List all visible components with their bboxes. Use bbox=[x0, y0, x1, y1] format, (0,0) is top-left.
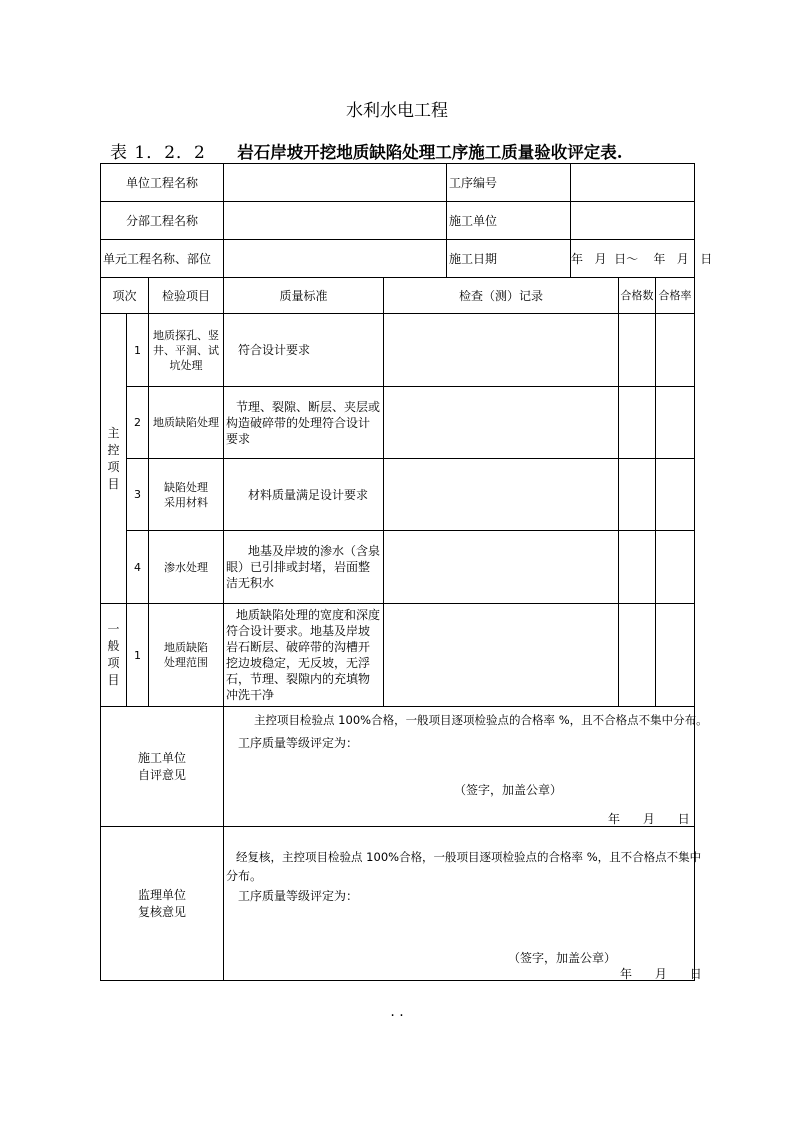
inspect-item-name: 缺陷处理采用材料 bbox=[149, 459, 224, 531]
date-label: 施工日期 bbox=[447, 240, 571, 278]
self-eval-label: 施工单位 自评意见 bbox=[101, 707, 224, 827]
quality-standard: 符合设计要求 bbox=[224, 314, 384, 387]
record-cell[interactable] bbox=[384, 314, 619, 387]
col-item-order: 项次 bbox=[101, 278, 149, 314]
record-cell[interactable] bbox=[384, 459, 619, 531]
element-row bbox=[101, 240, 695, 278]
supervisor-text: 经复核，主控项目检验点 100%合格，一般项目逐项检验点的合格率 %，且不合格点不集中 bbox=[236, 850, 702, 864]
element-field[interactable] bbox=[224, 240, 447, 278]
self-eval-text: 主控项目检验点 100%合格，一般项目逐项检验点的合格率 %，且不合格点不集中分布。 bbox=[254, 713, 708, 727]
item-number: 1 bbox=[127, 314, 149, 387]
page-footer: . . bbox=[390, 1004, 404, 1020]
table-row bbox=[101, 604, 695, 707]
form-number: 表 1．2．2 bbox=[110, 143, 206, 163]
unit-project-field[interactable] bbox=[224, 164, 447, 202]
contractor-label: 施工单位 bbox=[447, 202, 571, 240]
form-title bbox=[110, 138, 623, 163]
supervisor-row bbox=[101, 827, 695, 981]
main-control-label: 主 控 项 目 bbox=[101, 314, 127, 604]
self-eval-opinion[interactable] bbox=[224, 707, 708, 827]
col-pass-count: 合格数 bbox=[619, 278, 656, 314]
supervisor-text-cont: 分布。 bbox=[226, 869, 263, 883]
pass-count-cell[interactable] bbox=[619, 459, 656, 531]
pass-rate-cell[interactable] bbox=[656, 531, 695, 604]
quality-standard: 材料质量满足设计要求 bbox=[224, 459, 384, 531]
record-cell[interactable] bbox=[384, 604, 619, 707]
element-label: 单元工程名称、部位 bbox=[101, 240, 224, 278]
col-pass-rate: 合格率 bbox=[656, 278, 695, 314]
unit-project-label: 单位工程名称 bbox=[101, 164, 224, 202]
process-no-field[interactable] bbox=[571, 164, 695, 202]
page-header: 水利水电工程 bbox=[346, 101, 448, 121]
quality-standard: 地质缺陷处理的宽度和深度符合设计要求。地基及岸坡岩石断层、破碎带的沟槽开挖边坡稳定，无反坡，无浮石，节理、裂隙内的充填物冲洗干净 bbox=[224, 604, 384, 707]
item-number: 3 bbox=[127, 459, 149, 531]
sub-project-row bbox=[101, 202, 695, 240]
sub-project-label: 分部工程名称 bbox=[101, 202, 224, 240]
table-row bbox=[101, 314, 695, 387]
item-number: 1 bbox=[127, 604, 149, 707]
pass-count-cell[interactable] bbox=[619, 387, 656, 459]
unit-project-row bbox=[101, 164, 695, 202]
record-cell[interactable] bbox=[384, 531, 619, 604]
pass-rate-cell[interactable] bbox=[656, 387, 695, 459]
self-eval-grade-label: 工序质量等级评定为： bbox=[238, 736, 359, 750]
col-record: 检查（测）记录 bbox=[384, 278, 619, 314]
supervisor-opinion[interactable] bbox=[224, 827, 702, 981]
evaluation-table bbox=[100, 163, 713, 981]
inspect-item-name: 渗水处理 bbox=[149, 531, 224, 604]
self-evaluation-row bbox=[101, 707, 695, 827]
self-eval-date: 年 月 日 bbox=[608, 812, 690, 826]
pass-rate-cell[interactable] bbox=[656, 604, 695, 707]
general-items-label: 一 般 项 目 bbox=[101, 604, 127, 707]
quality-standard: 地基及岸坡的渗水（含泉眼）已引排或封堵，岩面整洁无积水 bbox=[224, 531, 384, 604]
date-field[interactable]: 年 月 日～ 年 月 日 bbox=[571, 240, 695, 278]
form-name: 岩石岸坡开挖地质缺陷处理工序施工质量验收评定表. bbox=[237, 143, 623, 162]
col-quality-standard: 质量标准 bbox=[224, 278, 384, 314]
pass-rate-cell[interactable] bbox=[656, 314, 695, 387]
table-row bbox=[101, 531, 695, 604]
pass-rate-cell[interactable] bbox=[656, 459, 695, 531]
inspect-item-name: 地质缺陷处理 bbox=[149, 387, 224, 459]
pass-count-cell[interactable] bbox=[619, 604, 656, 707]
sub-project-field[interactable] bbox=[224, 202, 447, 240]
supervisor-date: 年 月 日 bbox=[620, 967, 702, 981]
contractor-field[interactable] bbox=[571, 202, 695, 240]
record-cell[interactable] bbox=[384, 387, 619, 459]
col-inspect-item: 检验项目 bbox=[149, 278, 224, 314]
table-row bbox=[101, 459, 695, 531]
supervisor-sign: （签字，加盖公章） bbox=[508, 951, 617, 965]
inspect-item-name: 地质探孔、竖井、平洞、试坑处理 bbox=[149, 314, 224, 387]
pass-count-cell[interactable] bbox=[619, 531, 656, 604]
quality-standard: 节理、裂隙、断层、夹层或构造破碎带的处理符合设计要求 bbox=[224, 387, 384, 459]
pass-count-cell[interactable] bbox=[619, 314, 656, 387]
supervisor-label: 监理单位 复核意见 bbox=[101, 827, 224, 981]
process-no-label: 工序编号 bbox=[447, 164, 571, 202]
item-number: 2 bbox=[127, 387, 149, 459]
inspect-item-name: 地质缺陷处理范围 bbox=[149, 604, 224, 707]
self-eval-sign: （签字，加盖公章） bbox=[454, 783, 563, 797]
table-row bbox=[101, 387, 695, 459]
column-header-row bbox=[101, 278, 695, 314]
item-number: 4 bbox=[127, 531, 149, 604]
supervisor-grade-label: 工序质量等级评定为： bbox=[238, 889, 359, 903]
